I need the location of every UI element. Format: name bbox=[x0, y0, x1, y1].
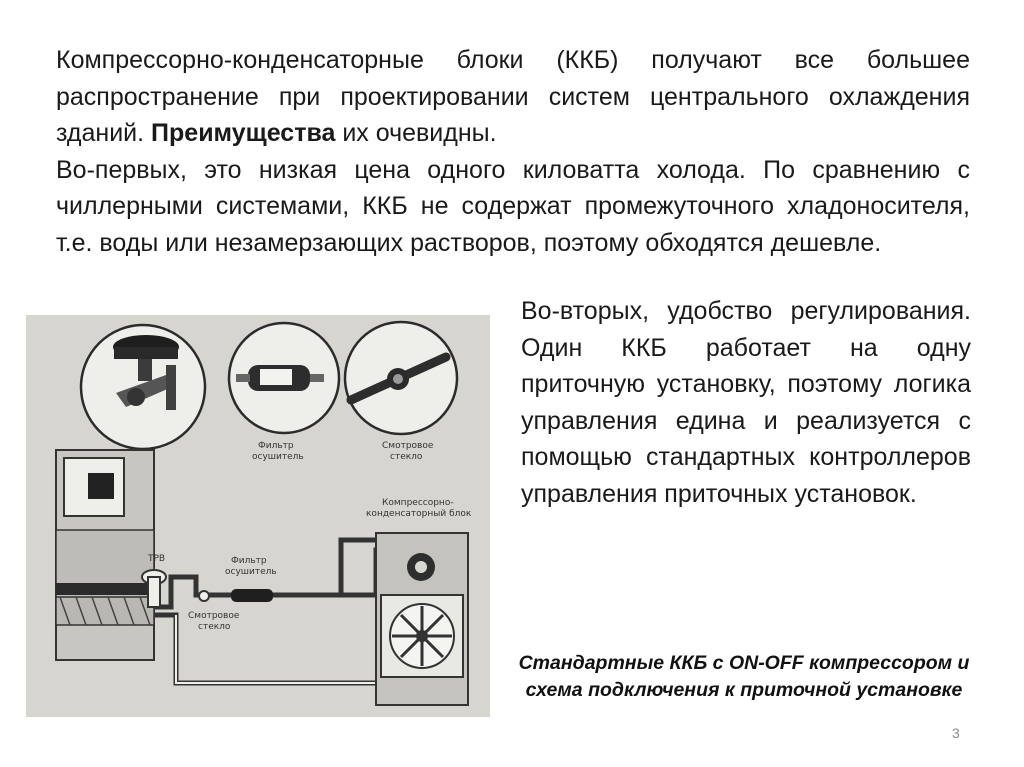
label-glass-top-1: Смотровое bbox=[382, 441, 434, 451]
equipment-photo bbox=[26, 315, 490, 717]
sight-glass-circle bbox=[345, 322, 457, 434]
label-trv: ТРВ bbox=[148, 554, 166, 564]
condensing-unit bbox=[376, 533, 468, 705]
label-kkb-2: конденсаторный блок bbox=[366, 509, 472, 519]
intro-text bbox=[56, 42, 970, 261]
label-glass-1: Смотровое bbox=[188, 611, 240, 621]
intro-text-part: Компрессорно-конденсаторные блоки (ККБ) получают все большее распространение при проектировании систем центрального охлаждения зданий. bbox=[56, 46, 970, 147]
page-number: 3 bbox=[952, 725, 960, 741]
right-paragraph: Во-вторых, удобство регулирования. Один ККБ работает на одну приточную установку, поэтому логика управления едина и реализуется с помощью стандартных контроллеров управления приточных установок. bbox=[521, 297, 971, 508]
filter-circle bbox=[229, 323, 339, 433]
label-filter-top-2: осушитель bbox=[252, 452, 304, 462]
sight-glass bbox=[199, 591, 209, 601]
air-handling-unit bbox=[56, 450, 154, 660]
label-filter-top-1: Фильтр bbox=[258, 441, 294, 451]
trv-circle bbox=[81, 325, 205, 449]
label-filter-1: Фильтр bbox=[231, 556, 267, 566]
intro-bold-advantages: Преимущества bbox=[151, 119, 336, 147]
intro-paragraph-2: Во-первых, это низкая цена одного киловатта холода. По сравнению с чиллерными системами, ККБ не содержат промежуточного хладоносителя, т.е. воды или незамерзающих растворов, поэтому обходятся дешевле. bbox=[56, 155, 970, 257]
label-glass-2: стекло bbox=[198, 622, 231, 632]
label-kkb-1: Компрессорно- bbox=[382, 498, 454, 508]
filter-drier bbox=[231, 589, 273, 602]
label-glass-top-2: стекло bbox=[390, 452, 423, 462]
intro-paragraph-1 bbox=[56, 42, 970, 152]
equipment-diagram bbox=[26, 315, 490, 717]
figure-caption: Стандартные ККБ с ON-OFF компрессором и схема подключения к приточной установке bbox=[518, 652, 970, 701]
intro-text-part: их очевидны. bbox=[335, 119, 497, 147]
label-filter-2: осушитель bbox=[225, 567, 277, 577]
